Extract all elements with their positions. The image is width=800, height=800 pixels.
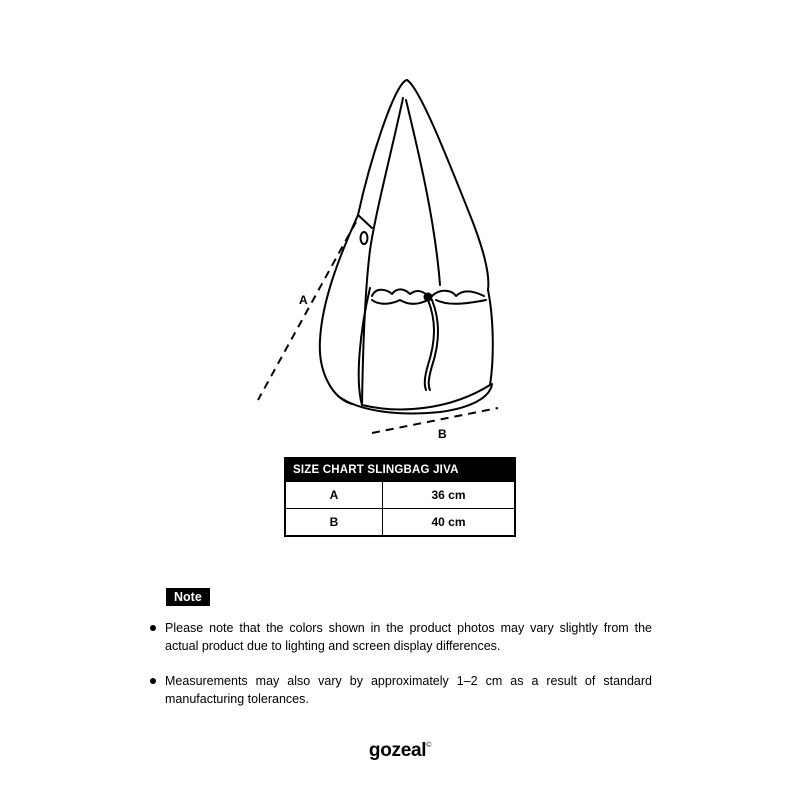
value-cell: 40 cm bbox=[383, 509, 516, 537]
value-cell: 36 cm bbox=[383, 482, 516, 509]
note-item bbox=[150, 619, 652, 655]
dimension-label-a: A bbox=[299, 293, 308, 307]
dimension-line-a bbox=[258, 222, 356, 400]
dimension-cell: B bbox=[285, 509, 383, 537]
brand-logo bbox=[340, 740, 460, 762]
note-item bbox=[150, 672, 652, 708]
note-text: Please note that the colors shown in the product photos may vary slightly from the actual product due to lighting and screen display differences. bbox=[165, 621, 652, 653]
table-row bbox=[285, 509, 515, 537]
copyright-mark: © bbox=[426, 742, 432, 749]
strap-inner-left bbox=[362, 98, 403, 405]
brand-name: gozeal bbox=[368, 740, 427, 761]
size-chart-table bbox=[284, 457, 516, 537]
note-badge: Note bbox=[166, 588, 210, 606]
size-chart-title: SIZE CHART SLINGBAG JIVA bbox=[285, 458, 515, 482]
bag-gathered-top bbox=[372, 289, 428, 296]
table-row bbox=[285, 482, 515, 509]
bullet-icon bbox=[150, 678, 156, 684]
dimension-label-b: B bbox=[438, 427, 447, 441]
bag-gathered-top-right bbox=[432, 291, 484, 296]
bag-body bbox=[359, 288, 493, 409]
cord-stopper bbox=[424, 293, 433, 302]
dimension-cell: A bbox=[285, 482, 383, 509]
strap-outline-right bbox=[407, 80, 488, 290]
note-text: Measurements may also vary by approximately 1–2 cm as a result of standard manufacturing tolerances. bbox=[165, 674, 652, 706]
bullet-icon bbox=[150, 625, 156, 631]
